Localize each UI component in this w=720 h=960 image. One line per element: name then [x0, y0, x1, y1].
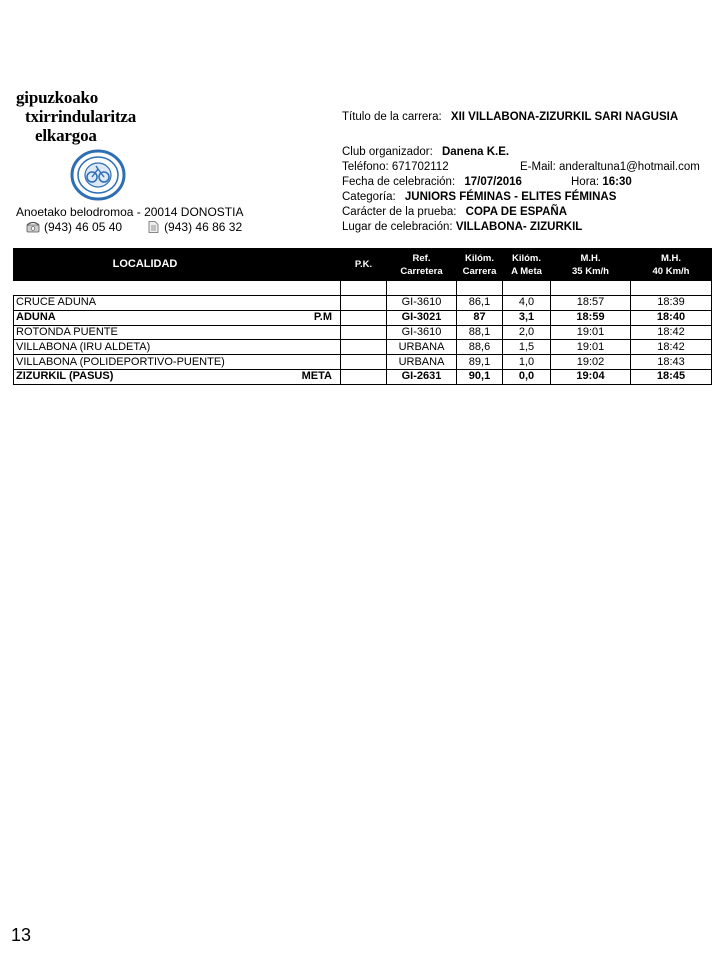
race-email-value: anderaltuna1@hotmail.com: [558, 161, 700, 173]
place-value: VILLABONA- ZIZURKIL: [455, 221, 583, 233]
table-row: VILLABONA (IRU ALDETA) URBANA 88,6 1,5 19:01 18:42: [14, 340, 712, 355]
category-value: JUNIORS FÉMINAS - ELITES FÉMINAS: [404, 191, 617, 203]
race-email-label: E-Mail:: [520, 161, 556, 173]
race-phone-value: 671702112: [391, 161, 449, 173]
header-meta: Kilóm. A Meta: [503, 249, 551, 281]
org-name-line-3: elkargoa: [35, 126, 97, 145]
time-value: 16:30: [602, 176, 632, 188]
header-km: Kilóm. Carrera: [457, 249, 503, 281]
table-row: CRUCE ADUNA GI-3610 86,1 4,0 18:57 18:39: [14, 296, 712, 311]
telephone-icon: [26, 221, 40, 233]
time-label: Hora:: [571, 176, 600, 188]
race-title-line: [342, 111, 678, 123]
character-value: COPA DE ESPAÑA: [465, 206, 568, 218]
table-row: VILLABONA (POLIDEPORTIVO-PUENTE) URBANA 89,1 1,0 19:02 18:43: [14, 355, 712, 370]
header-mh35: M.H. 35 Km/h: [551, 249, 631, 281]
organization-phone: (943) 46 05 40: [44, 220, 123, 234]
table-empty-row: [14, 281, 712, 296]
table-row: ZIZURKIL (PASUS) META GI-2631 90,1 0,0 19:04 18:45: [14, 369, 712, 384]
header-localidad: LOCALIDAD: [14, 249, 277, 281]
phone-line: [342, 161, 449, 173]
place-label: Lugar de celebración:: [342, 221, 453, 233]
category-label: Categoría:: [342, 191, 396, 203]
character-line: [342, 206, 567, 218]
table-header-row: [14, 249, 712, 281]
header-note: [277, 249, 341, 281]
character-label: Carácter de la prueba:: [342, 206, 457, 218]
date-line: [342, 176, 522, 188]
race-title-label: Título de la carrera:: [342, 111, 442, 123]
email-line: [520, 161, 700, 173]
organization-name: [16, 88, 136, 145]
federation-logo-icon: [70, 149, 126, 201]
header-ref: Ref. Carretera: [387, 249, 457, 281]
org-name-line-1: gipuzkoako: [16, 88, 99, 107]
page-number: 13: [11, 925, 32, 945]
time-line: [571, 176, 632, 188]
table-row: ADUNA P.M GI-3021 87 3,1 18:59 18:40: [14, 310, 712, 325]
club-line: [342, 146, 509, 158]
place-line: [342, 221, 582, 233]
header-mh40: M.H. 40 Km/h: [631, 249, 712, 281]
route-table: [13, 248, 712, 385]
category-line: [342, 191, 616, 203]
date-value: 17/07/2016: [464, 176, 522, 188]
header-pk: P.K.: [341, 249, 387, 281]
organization-address: Anoetako belodromoa - 20014 DONOSTIA: [16, 205, 244, 219]
date-label: Fecha de celebración:: [342, 176, 456, 188]
organization-fax: (943) 46 86 32: [164, 220, 243, 234]
club-label: Club organizador:: [342, 146, 433, 158]
race-title-value: XII VILLABONA-ZIZURKIL SARI NAGUSIA: [450, 111, 679, 123]
race-phone-label: Teléfono:: [342, 161, 389, 173]
organization-contact: [26, 220, 242, 234]
fax-document-icon: [146, 221, 160, 233]
org-name-line-2: txirrindularitza: [25, 107, 137, 126]
club-value: Danena K.E.: [441, 146, 510, 158]
table-row: ROTONDA PUENTE GI-3610 88,1 2,0 19:01 18:42: [14, 325, 712, 340]
